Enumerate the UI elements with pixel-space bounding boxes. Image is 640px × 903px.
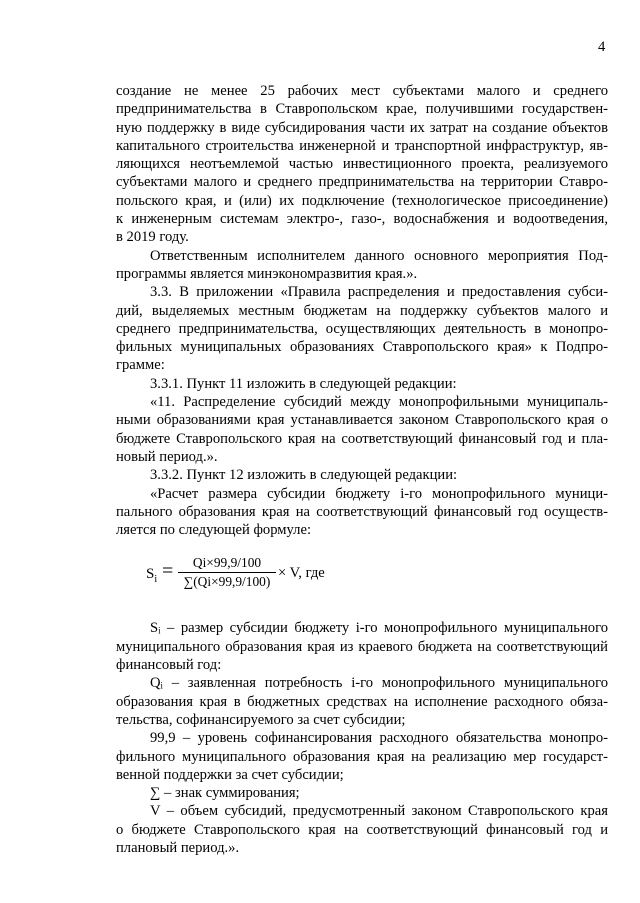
text-line: муниципального образования края из краевого бюджета на соответствующий	[116, 638, 608, 655]
text-line: Sᵢ – размер субсидии бюджету i-го монопрофильного муниципального	[150, 620, 608, 637]
text-line: субъектами малого и среднего предпринимательства на территории Ставро-	[116, 174, 608, 191]
text-line: грамме:	[116, 357, 165, 374]
text-line: в 2019 году.	[116, 229, 189, 246]
document-body	[116, 82, 608, 857]
text-line: ную поддержку в виде субсидирования части их затрат на создание объектов	[116, 119, 608, 136]
text-line: предпринимательства в Ставропольском крае, получившими государствен-	[116, 101, 608, 118]
text-line: Qᵢ – заявленная потребность i-го монопрофильного муниципального	[150, 675, 608, 692]
text-line: ляется по следующей формуле:	[116, 522, 311, 539]
text-line: новый период.».	[116, 448, 218, 465]
text-line: бюджете Ставропольского края на соответствующий финансовый год и пла-	[116, 430, 608, 447]
text-line: «Расчет размера субсидии бюджету i-го монопрофильного муници-	[150, 485, 608, 502]
text-line: венной поддержки за счет субсидии;	[116, 766, 344, 783]
text-line: 99,9 – уровень софинансирования расходного обязательства монопро-	[150, 730, 608, 747]
text-line: создание не менее 25 рабочих мест субъектами малого и среднего	[116, 83, 608, 99]
formula-equals: =	[162, 560, 174, 583]
text-line: 3.3.2. Пункт 12 изложить в следующей редакции:	[150, 467, 458, 484]
text-line: 3.3.1. Пункт 11 изложить в следующей редакции:	[150, 375, 457, 392]
text-line: дий, выделяемых местным бюджетам на поддержку субъектов малого и	[116, 302, 608, 319]
text-line: фильных муниципальных образованиях Ставропольского края» к Подпро-	[116, 339, 608, 356]
text-line: программы является минэкономразвития края.».	[116, 265, 418, 282]
text-line: ными образованиями края устанавливается законом Ставропольского края о	[116, 412, 608, 429]
text-line: польского края, и (или) их подключение (технологическое присоединение)	[116, 192, 608, 209]
text-line: ∑ – знак суммирования;	[150, 785, 300, 802]
text-line: о бюджете Ставропольского края на соответствующий финансовый год и	[116, 821, 608, 838]
formula-tail: × V, где	[278, 565, 325, 582]
text-line: к инженерным системам электро-, газо-, водоснабжения и водоотведения,	[116, 211, 608, 228]
text-line: Ответственным исполнителем данного основного мероприятия Под-	[150, 247, 608, 264]
text-line: среднего предпринимательства, осуществляющих деятельность в монопро-	[116, 320, 608, 337]
text-line: фильного муниципального образования края на реализацию мер государст-	[116, 748, 608, 765]
text-line: 3.3. В приложении «Правила распределения и предоставления субси-	[150, 284, 608, 301]
text-line: тельства, софинансируемого за счет субсидии;	[116, 711, 406, 728]
text-line: плановый период.».	[116, 839, 240, 856]
formula-denominator: ∑(Qi×99,9/100)	[183, 574, 271, 590]
text-line: капитального строительства инженерной и транспортной инфраструктур, яв-	[116, 137, 608, 154]
page-number: 4	[598, 39, 606, 55]
formula-numerator: Qi×99,9/100	[178, 555, 276, 573]
text-line: «11. Распределение субсидий между монопрофильными муниципаль-	[150, 394, 608, 411]
text-line: пального образования края на соответствующий финансовый год осуществ-	[116, 503, 608, 520]
text-line: V – объем субсидий, предусмотренный законом Ставропольского края	[150, 803, 608, 820]
text-line: ляющихся неотъемлемой частью инвестиционного проекта, реализуемого	[116, 156, 608, 173]
formula-fraction	[178, 555, 276, 590]
formula-lhs: $S_i$	[146, 566, 158, 586]
text-line: финансовый год:	[116, 657, 222, 674]
text-line: образования края в бюджетных средствах на исполнение расходного обяза-	[116, 693, 608, 710]
subsidy-formula	[116, 553, 608, 593]
formula-lhs-subscript: i	[154, 574, 158, 586]
